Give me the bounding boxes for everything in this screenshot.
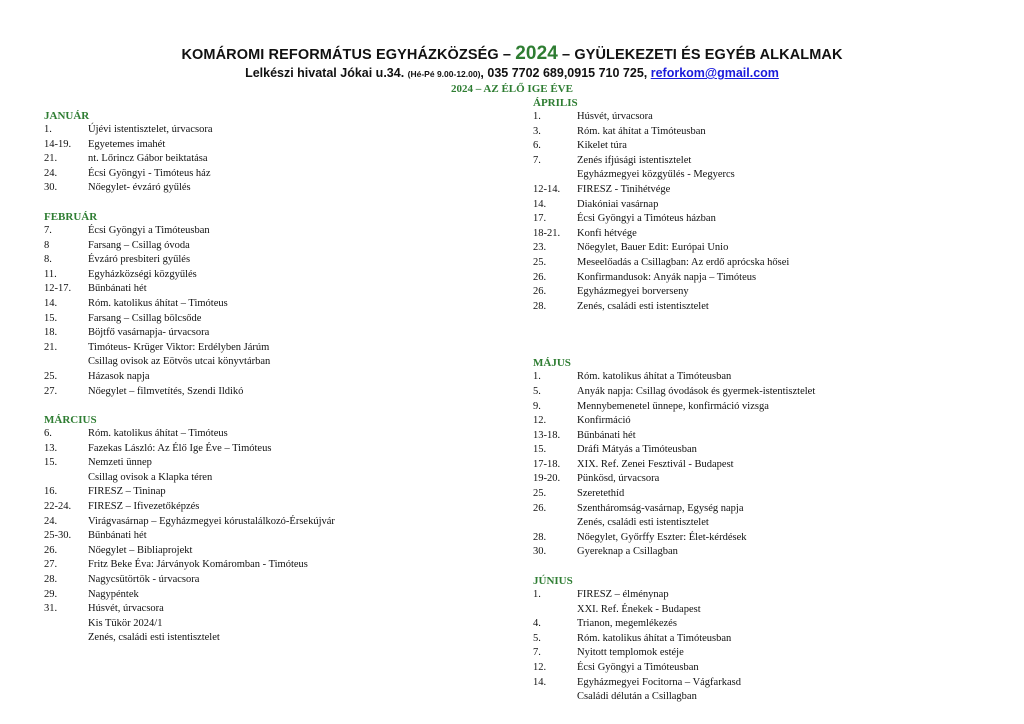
left-column	[44, 109, 484, 646]
event-date: 12-14.	[533, 183, 561, 195]
event-title: FIRESZ - Tinihétvége	[577, 183, 671, 195]
event-row	[533, 502, 973, 517]
event-title: Gyereknap a Csillagban	[577, 546, 678, 558]
event-title: Zenés, családi esti istentisztelet	[88, 632, 220, 644]
event-row	[44, 529, 484, 544]
event-date: 26.	[44, 544, 58, 556]
event-row	[44, 544, 484, 559]
event-title: Écsi Gyöngyi a Timóteusban	[577, 662, 699, 673]
event-date: 21.	[44, 341, 58, 353]
event-date: 14.	[44, 297, 58, 309]
event-row	[533, 443, 973, 458]
event-title: Róm. kat áhítat a Timóteusban	[577, 125, 706, 137]
phone-numbers: , 035 7702 689,0915 710 725,	[480, 66, 651, 80]
event-title: Fritz Beke Éva: Járványok Komáromban - Timóteus	[88, 559, 308, 571]
event-date: 4.	[533, 618, 541, 630]
event-title: nt. Lőrincz Gábor beiktatása	[88, 153, 208, 165]
event-row	[533, 472, 973, 487]
event-title: Dráfi Mátyás a Timóteusban	[577, 444, 697, 456]
event-title: Écsi Gyöngyi a Timóteusban	[88, 224, 210, 236]
event-date: 9.	[533, 400, 541, 412]
event-title: Timóteus- Krüger Viktor: Erdélyben Járúm	[88, 341, 270, 353]
event-date: 14-19.	[44, 138, 72, 150]
event-title: Farsang – Csillag bölcsőde	[88, 312, 202, 324]
event-row	[44, 471, 484, 486]
event-row	[44, 573, 484, 588]
event-title: Bűnbánati hét	[88, 283, 147, 295]
event-row	[533, 429, 973, 444]
event-row	[44, 253, 484, 268]
event-title: Bűnbánati hét	[577, 429, 636, 441]
event-title: Fazekas László: Az Élő Ige Éve – Timóteus	[88, 442, 272, 454]
event-date: 8.	[44, 254, 52, 266]
office-address: Lelkészi hivatal Jókai u.34.	[245, 66, 408, 80]
event-title: Róm. katolikus áhítat a Timóteusban	[577, 371, 732, 383]
event-title: Virágvasárnap – Egyházmegyei kórustalálkozó-Érsekújvár	[88, 515, 335, 527]
event-date: 26.	[533, 271, 547, 283]
event-title: Róm. katolikus áhítat a Timóteusban	[577, 632, 732, 644]
event-date: 12.	[533, 415, 547, 427]
event-row	[44, 181, 484, 196]
office-hours: (Hé-Pé 9.00-12.00)	[407, 69, 481, 79]
event-title: Kikelet túra	[577, 140, 627, 152]
event-row	[533, 661, 973, 676]
title-prefix: KOMÁROMI REFORMÁTUS EGYHÁZKÖZSÉG –	[181, 47, 516, 63]
event-row	[44, 282, 484, 297]
event-date: 7.	[533, 154, 541, 166]
event-row	[44, 297, 484, 312]
event-row	[533, 414, 973, 429]
event-date: 28.	[44, 574, 58, 586]
event-title: Évzáró presbiteri gyűlés	[88, 254, 191, 266]
event-row	[533, 531, 973, 546]
event-row	[44, 385, 484, 400]
event-date: 17-18.	[533, 458, 561, 470]
event-row	[44, 239, 484, 254]
event-date: 12.	[533, 662, 547, 673]
event-row	[44, 167, 484, 182]
event-row	[44, 224, 484, 239]
month-heading: FEBRUÁR	[44, 210, 98, 223]
event-row	[533, 676, 973, 691]
event-title: Écsi Gyöngyi - Timóteus ház	[88, 167, 211, 179]
event-title: Konfirmandusok: Anyák napja – Timóteus	[577, 271, 757, 283]
event-title: Húsvét, úrvacsora	[88, 603, 164, 615]
event-title: Kis Tükör 2024/1	[88, 617, 163, 629]
event-row	[44, 370, 484, 385]
month-section	[44, 109, 484, 196]
event-date: 18.	[44, 327, 58, 339]
event-title: Diakóniai vasárnap	[577, 198, 659, 210]
event-date: 12-17.	[44, 283, 72, 295]
event-row	[44, 456, 484, 471]
event-row	[533, 487, 973, 502]
event-title: Egyetemes imahét	[88, 138, 166, 150]
event-title: Pünkösd, úrvacsora	[577, 473, 660, 485]
event-date: 24.	[44, 515, 58, 527]
event-row	[533, 300, 973, 315]
event-row	[44, 558, 484, 573]
event-date: 29.	[44, 588, 58, 600]
event-title: Nőegylet, Győrffy Eszter: Élet-kérdések	[577, 531, 747, 543]
event-date: 16.	[44, 486, 58, 498]
event-date: 25-30.	[44, 530, 72, 542]
event-date: 19-20.	[533, 473, 561, 485]
event-title: Róm. katolikus áhítat – Timóteus	[88, 297, 228, 309]
event-date: 21.	[44, 153, 58, 165]
event-row	[44, 427, 484, 442]
event-title: Nyitott templomok estéje	[577, 647, 684, 659]
event-row	[533, 385, 973, 400]
event-date: 3.	[533, 125, 541, 137]
event-row	[533, 183, 973, 198]
event-date: 13.	[44, 442, 58, 454]
page-header	[0, 44, 1024, 96]
event-date: 1.	[44, 124, 52, 135]
event-title: Szentháromság-vasárnap, Egység napja	[577, 502, 744, 514]
event-date: 15.	[44, 312, 58, 324]
event-title: Anyák napja: Csillag óvodások és gyermek-istentisztelet	[577, 385, 816, 397]
event-row	[533, 154, 973, 169]
event-date: 8	[44, 239, 50, 251]
event-date: 7.	[533, 647, 541, 659]
event-row	[533, 400, 973, 415]
event-row	[533, 256, 973, 271]
event-date: 17.	[533, 213, 547, 225]
event-row	[533, 646, 973, 661]
event-date: 24.	[44, 167, 58, 179]
event-title: Zenés, családi esti istentisztelet	[577, 300, 709, 312]
event-title: Mennybemenetel ünnepe, konfirmáció vizsga	[577, 400, 769, 412]
event-row	[44, 588, 484, 603]
event-row	[533, 588, 973, 603]
event-row	[533, 516, 973, 531]
event-title: Trianon, megemlékezés	[577, 618, 677, 630]
month-heading: JÚNIUS	[533, 575, 573, 588]
contact-line	[0, 66, 1024, 82]
month-section	[533, 96, 973, 314]
event-title: Bűnbánati hét	[88, 530, 147, 542]
event-date: 25.	[533, 488, 547, 500]
event-date: 15.	[44, 457, 58, 469]
event-date: 5.	[533, 632, 541, 644]
event-date: 1.	[533, 111, 541, 122]
event-date: 30.	[44, 182, 58, 194]
event-title: Egyházmegyei Focitorna – Vágfarkasd	[577, 676, 741, 688]
event-title: Nemzeti ünnep	[88, 457, 152, 469]
month-section	[533, 356, 973, 560]
event-date: 1.	[533, 371, 541, 383]
event-title: Écsi Gyöngyi a Timóteus házban	[577, 213, 716, 225]
event-date: 30.	[533, 546, 547, 558]
event-row	[44, 341, 484, 356]
event-title: Nőegylet- évzáró gyűlés	[88, 182, 191, 194]
event-title: FIRESZ – élménynap	[577, 589, 669, 601]
event-row	[44, 500, 484, 515]
event-row	[533, 241, 973, 256]
event-row	[44, 268, 484, 283]
event-date: 7.	[44, 224, 52, 236]
event-date: 26.	[533, 286, 547, 298]
event-title: XXI. Ref. Énekek - Budapest	[577, 603, 701, 615]
event-row	[533, 458, 973, 473]
event-title: Egyházmegyei borverseny	[577, 286, 689, 298]
event-title: Nőegylet – Bibliaprojekt	[88, 544, 193, 556]
event-date: 18-21.	[533, 227, 561, 239]
event-row	[533, 271, 973, 286]
event-row	[44, 631, 484, 646]
event-row	[44, 515, 484, 530]
month-section	[44, 210, 484, 399]
event-title: Csillag ovisok az Eötvös utcai könyvtárban	[88, 356, 271, 368]
event-date: 6.	[533, 140, 541, 152]
event-row	[44, 442, 484, 457]
event-row	[44, 138, 484, 153]
event-date: 31.	[44, 603, 58, 615]
event-title: Szeretethíd	[577, 488, 625, 500]
event-title: Húsvét, úrvacsora	[577, 111, 653, 122]
event-date: 14.	[533, 198, 547, 210]
event-title: Nőegylet, Bauer Edit: Európai Unio	[577, 242, 729, 254]
right-column	[533, 96, 973, 705]
event-date: 23.	[533, 242, 547, 254]
event-date: 26.	[533, 502, 547, 514]
event-title: FIRESZ – Ifivezetőképzés	[88, 501, 200, 513]
event-title: Csillag ovisok a Klapka téren	[88, 471, 213, 483]
event-date: 25.	[44, 370, 58, 382]
month-heading: ÁPRILIS	[533, 97, 578, 109]
event-title: Családi délután a Csillagban	[577, 691, 697, 703]
event-title: FIRESZ – Tininap	[88, 486, 166, 498]
event-title: Nagypéntek	[88, 588, 139, 600]
event-date: 27.	[44, 559, 58, 571]
event-date: 5.	[533, 385, 541, 397]
event-row	[533, 545, 973, 560]
month-heading: MÁJUS	[533, 357, 571, 370]
event-title: Egyházmegyei közgyűlés - Megyercs	[577, 169, 735, 181]
event-row	[44, 152, 484, 167]
event-row	[533, 110, 973, 125]
event-row	[533, 285, 973, 300]
event-date: 22-24.	[44, 501, 72, 513]
email-link[interactable]: reforkom@gmail.com	[650, 66, 779, 80]
event-title: Nőegylet – filmvetítés, Szendi Ildikó	[88, 385, 244, 397]
event-row	[533, 139, 973, 154]
month-section	[533, 574, 973, 705]
title-suffix: – GYÜLEKEZETI ÉS EGYÉB ALKALMAK	[557, 47, 843, 63]
event-date: 6.	[44, 428, 52, 440]
event-title: Nagycsütörtök - úrvacsora	[88, 574, 200, 586]
event-title: Házasok napja	[88, 370, 150, 382]
event-title: Farsang – Csillag óvoda	[88, 239, 190, 251]
event-row	[533, 603, 973, 618]
event-date: 28.	[533, 531, 547, 543]
event-date: 11.	[44, 268, 57, 280]
event-row	[533, 168, 973, 183]
event-row	[44, 123, 484, 138]
event-date: 1.	[533, 589, 541, 601]
event-title: Konfi hétvége	[577, 227, 637, 239]
event-row	[533, 125, 973, 140]
event-row	[533, 617, 973, 632]
title-year: 2024	[515, 43, 558, 64]
event-date: 27.	[44, 385, 58, 397]
event-row	[533, 632, 973, 647]
event-row	[533, 212, 973, 227]
event-title: Újévi istentisztelet, úrvacsora	[88, 124, 213, 135]
event-date: 25.	[533, 256, 547, 268]
event-date: 28.	[533, 300, 547, 312]
event-row	[44, 312, 484, 327]
event-date: 15.	[533, 444, 547, 456]
event-row	[44, 617, 484, 632]
event-title: Böjtfő vasárnapja- úrvacsora	[88, 327, 210, 339]
event-title: Egyházközségi közgyűlés	[88, 268, 197, 280]
event-row	[533, 198, 973, 213]
event-date: 13-18.	[533, 429, 561, 441]
month-section	[44, 413, 484, 646]
event-row	[44, 485, 484, 500]
year-motto: 2024 – AZ ÉLŐ IGE ÉVE	[451, 83, 573, 95]
month-heading: JANUÁR	[44, 110, 90, 122]
document-title	[0, 44, 1024, 65]
event-row	[44, 355, 484, 370]
event-row	[533, 690, 973, 705]
event-date: 14.	[533, 676, 547, 688]
event-title: Konfirmáció	[577, 415, 631, 427]
event-row	[44, 602, 484, 617]
event-row	[533, 227, 973, 242]
event-title: XIX. Ref. Zenei Fesztivál - Budapest	[577, 458, 734, 470]
event-row	[533, 370, 973, 385]
month-heading: MÁRCIUS	[44, 414, 97, 427]
event-row	[44, 326, 484, 341]
event-title: Zenés, családi esti istentisztelet	[577, 517, 709, 529]
event-title: Zenés ifjúsági istentisztelet	[577, 154, 692, 166]
event-title: Róm. katolikus áhítat – Timóteus	[88, 428, 228, 440]
event-title: Meseelőadás a Csillagban: Az erdő aprócska hősei	[577, 256, 790, 268]
